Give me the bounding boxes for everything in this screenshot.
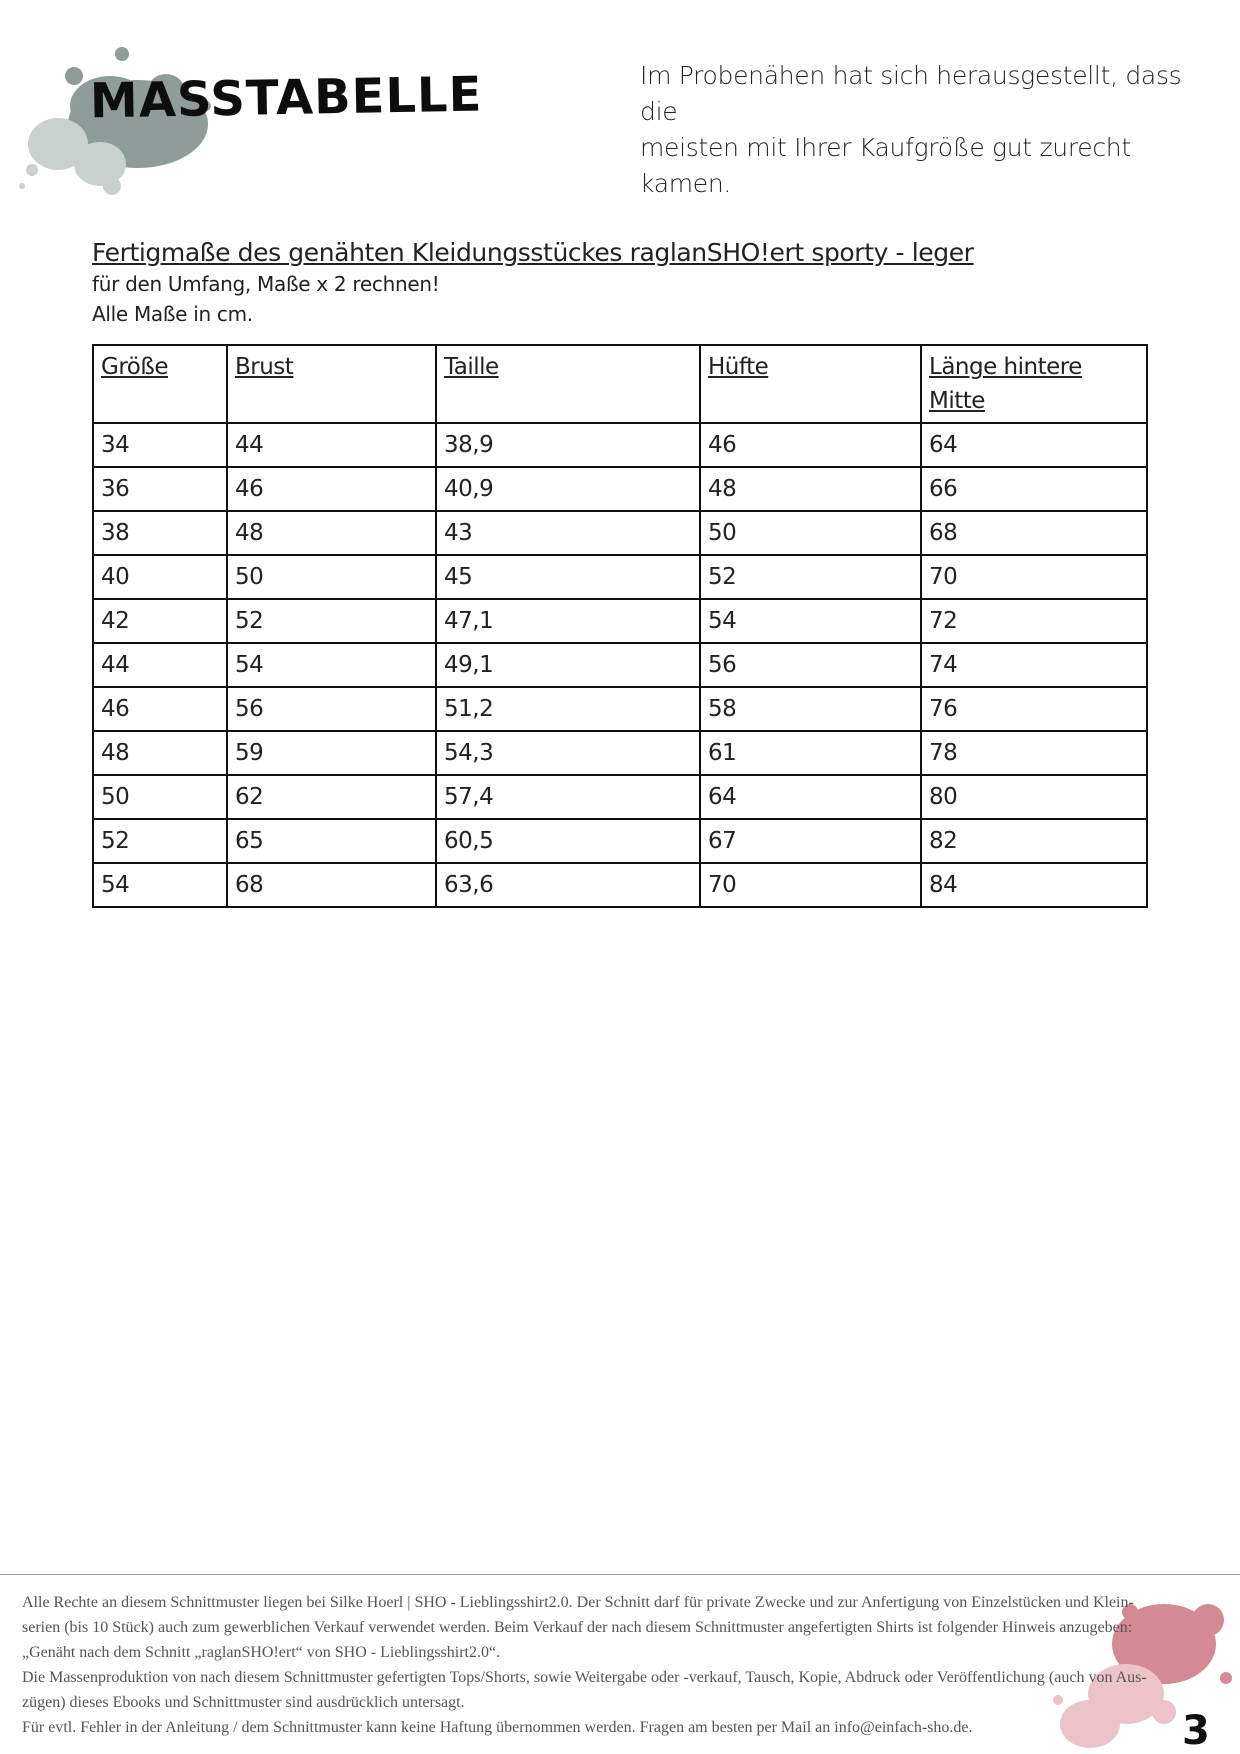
cell-back-length: 68 (921, 511, 1147, 555)
cell-hip: 54 (700, 599, 921, 643)
footer-line-5: zügen) dieses Ebooks und Schnittmuster sind ausdrücklich untersagt. (22, 1694, 465, 1711)
cell-chest: 65 (227, 819, 436, 863)
cell-waist: 63,6 (436, 863, 700, 907)
footer-line-4: Die Massenproduktion von nach diesem Schnittmuster gefertigten Tops/Shorts, sowie Weitergabe oder -verkauf, Tausch, Kopie, Abdruck oder Veröffentlichung (auch von Aus- (22, 1669, 1147, 1686)
table-row (93, 687, 1147, 731)
cell-back-length: 70 (921, 555, 1147, 599)
cell-size: 48 (93, 731, 227, 775)
cell-back-length: 64 (921, 423, 1147, 467)
cell-size: 38 (93, 511, 227, 555)
cell-waist: 40,9 (436, 467, 700, 511)
cell-hip: 67 (700, 819, 921, 863)
cell-chest: 52 (227, 599, 436, 643)
header-size: Größe (93, 345, 227, 423)
header-waist: Taille (436, 345, 700, 423)
table-heading: Fertigmaße des genähten Kleidungsstückes raglanSHO!ert sporty - leger (92, 238, 974, 267)
cell-chest: 62 (227, 775, 436, 819)
cell-chest: 48 (227, 511, 436, 555)
copyright-footer (22, 1590, 1192, 1740)
table-row (93, 555, 1147, 599)
circumference-note: für den Umfang, Maße x 2 rechnen! (92, 272, 440, 296)
cell-waist: 54,3 (436, 731, 700, 775)
intro-line-1: Im Probenähen hat sich herausgestellt, dass die (640, 61, 1182, 126)
cell-hip: 61 (700, 731, 921, 775)
cell-waist: 38,9 (436, 423, 700, 467)
header-hip: Hüfte (700, 345, 921, 423)
cell-hip: 48 (700, 467, 921, 511)
cell-hip: 58 (700, 687, 921, 731)
cell-hip: 50 (700, 511, 921, 555)
cell-size: 44 (93, 643, 227, 687)
cell-waist: 47,1 (436, 599, 700, 643)
cell-back-length: 76 (921, 687, 1147, 731)
cell-chest: 56 (227, 687, 436, 731)
intro-text (640, 58, 1200, 202)
cell-back-length: 78 (921, 731, 1147, 775)
cell-chest: 54 (227, 643, 436, 687)
table-row (93, 775, 1147, 819)
page-title: MASSTABELLE (89, 66, 483, 130)
cell-hip: 46 (700, 423, 921, 467)
cell-back-length: 84 (921, 863, 1147, 907)
cell-waist: 45 (436, 555, 700, 599)
cell-hip: 70 (700, 863, 921, 907)
cell-size: 52 (93, 819, 227, 863)
cell-size: 46 (93, 687, 227, 731)
cell-waist: 60,5 (436, 819, 700, 863)
cell-back-length: 66 (921, 467, 1147, 511)
cell-back-length: 80 (921, 775, 1147, 819)
cell-waist: 49,1 (436, 643, 700, 687)
table-header-row (93, 345, 1147, 423)
cell-chest: 59 (227, 731, 436, 775)
page-number: 3 (1182, 1708, 1210, 1754)
table-row (93, 819, 1147, 863)
table-row (93, 511, 1147, 555)
table-row (93, 423, 1147, 467)
cell-back-length: 72 (921, 599, 1147, 643)
intro-line-2: meisten mit Ihrer Kaufgröße gut zurecht kamen. (640, 133, 1131, 198)
table-row (93, 599, 1147, 643)
header-chest: Brust (227, 345, 436, 423)
cell-size: 40 (93, 555, 227, 599)
cell-hip: 56 (700, 643, 921, 687)
cell-waist: 43 (436, 511, 700, 555)
table-row (93, 643, 1147, 687)
footer-divider (0, 1574, 1240, 1575)
cell-size: 36 (93, 467, 227, 511)
footer-line-6: Für evtl. Fehler in der Anleitung / dem Schnittmuster kann keine Haftung übernommen werden. Fragen am besten per Mail an info@einfach-sho.de. (22, 1719, 973, 1736)
footer-line-1: Alle Rechte an diesem Schnittmuster liegen bei Silke Hoerl | SHO - Lieblingsshirt2.0. Der Schnitt darf für private Zwecke und zur Anfertigung von Einzelstücken und Klein- (22, 1594, 1134, 1611)
cell-hip: 64 (700, 775, 921, 819)
size-chart-table (92, 344, 1148, 908)
cell-size: 54 (93, 863, 227, 907)
cell-back-length: 82 (921, 819, 1147, 863)
cell-chest: 46 (227, 467, 436, 511)
cell-waist: 57,4 (436, 775, 700, 819)
units-note: Alle Maße in cm. (92, 302, 253, 326)
cell-size: 34 (93, 423, 227, 467)
footer-line-3: „Genäht nach dem Schnitt „raglanSHO!ert“ von SHO - Lieblingsshirt2.0“. (22, 1644, 501, 1661)
header-back-length: Länge hintere Mitte (921, 345, 1147, 423)
table-row (93, 731, 1147, 775)
cell-chest: 44 (227, 423, 436, 467)
cell-chest: 68 (227, 863, 436, 907)
cell-waist: 51,2 (436, 687, 700, 731)
cell-chest: 50 (227, 555, 436, 599)
cell-size: 42 (93, 599, 227, 643)
table-row (93, 863, 1147, 907)
cell-back-length: 74 (921, 643, 1147, 687)
table-row (93, 467, 1147, 511)
cell-size: 50 (93, 775, 227, 819)
cell-hip: 52 (700, 555, 921, 599)
footer-line-2: serien (bis 10 Stück) auch zum gewerblichen Verkauf verwendet werden. Beim Verkauf der nach diesem Schnittmuster angefertigten Shirts ist folgender Hinweis anzugeben: (22, 1619, 1133, 1636)
